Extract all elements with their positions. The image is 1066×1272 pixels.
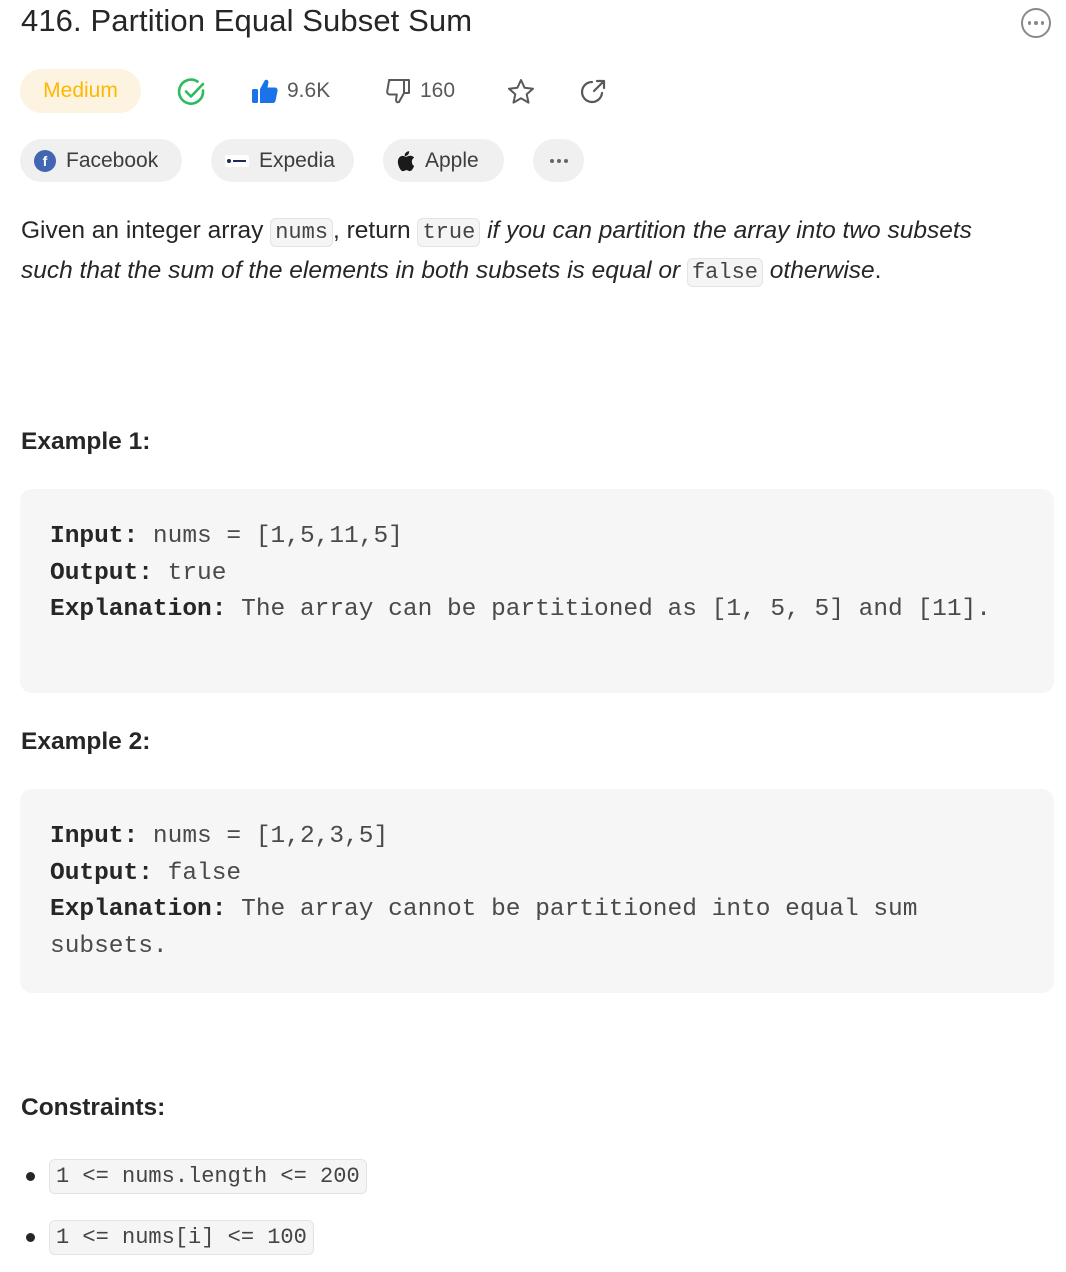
input-label: Input: [50,823,139,850]
input-value: nums = [1,5,11,5] [138,523,403,550]
company-tag-facebook[interactable] [20,139,182,182]
inline-code-true: true [417,218,480,247]
solved-check-icon [176,76,208,108]
thumbs-up-icon [251,77,279,105]
output-value: false [152,859,242,887]
company-tag-apple[interactable] [383,139,504,182]
input-value: nums = [1,2,3,5] [138,823,389,850]
explanation-value: The array cannot be partitioned into equal sum subsets. [50,896,933,960]
description-italic-text: if you can partition the array into two subsets such that the sum of the elements in both subsets is equal or [21,217,972,284]
bullet-icon [26,1172,35,1181]
explanation-label: Explanation: [50,896,227,923]
explanation-label: Explanation: [50,596,227,623]
constraint-item [26,1159,367,1194]
description-text: . [874,257,882,284]
company-tags [20,139,720,182]
example-2-block [20,789,1054,993]
company-tag-label: Facebook [66,148,159,172]
company-tag-expedia[interactable] [211,139,354,182]
difficulty-badge: Medium [20,69,141,113]
thumbs-down-icon [384,77,412,105]
description-text: Given an integer array [21,217,271,244]
dislike-button[interactable] [384,75,455,107]
input-label: Input: [50,523,139,550]
apple-logo-icon [397,150,415,172]
description-italic-text: otherwise [762,257,875,284]
like-button[interactable] [251,75,330,107]
company-tag-label: Expedia [259,148,335,172]
output-label: Output: [50,559,153,587]
more-options-icon[interactable] [1021,8,1051,38]
company-tag-label: Apple [425,148,479,172]
example-1-heading: Example 1: [21,428,151,455]
example-1-block [20,489,1054,693]
like-count: 9.6K [287,79,331,102]
constraints-heading: Constraints: [21,1094,166,1121]
example-2-heading: Example 2: [21,728,151,755]
description-text: , return [333,217,418,244]
problem-title[interactable]: 416. Partition Equal Subset Sum [21,3,473,38]
output-value: true [152,559,227,587]
output-label: Output: [50,859,153,887]
inline-code-false: false [687,258,763,287]
problem-meta-row [20,69,720,113]
constraint-code: 1 <= nums[i] <= 100 [49,1220,314,1255]
problem-description [21,212,1021,292]
more-companies-button[interactable] [533,139,584,182]
constraint-code: 1 <= nums.length <= 200 [49,1159,367,1194]
ellipsis-icon [550,159,568,163]
explanation-value: The array can be partitioned as [1, 5, 5] and [11]. [226,596,991,623]
title-row [21,0,1051,46]
dislike-count: 160 [420,79,456,102]
facebook-logo-icon: f [34,150,56,172]
star-favorite-icon[interactable] [506,77,536,107]
share-icon[interactable] [578,77,608,107]
constraint-item [26,1220,314,1255]
expedia-logo-icon [225,155,249,167]
inline-code-nums: nums [270,218,333,247]
bullet-icon [26,1233,35,1242]
